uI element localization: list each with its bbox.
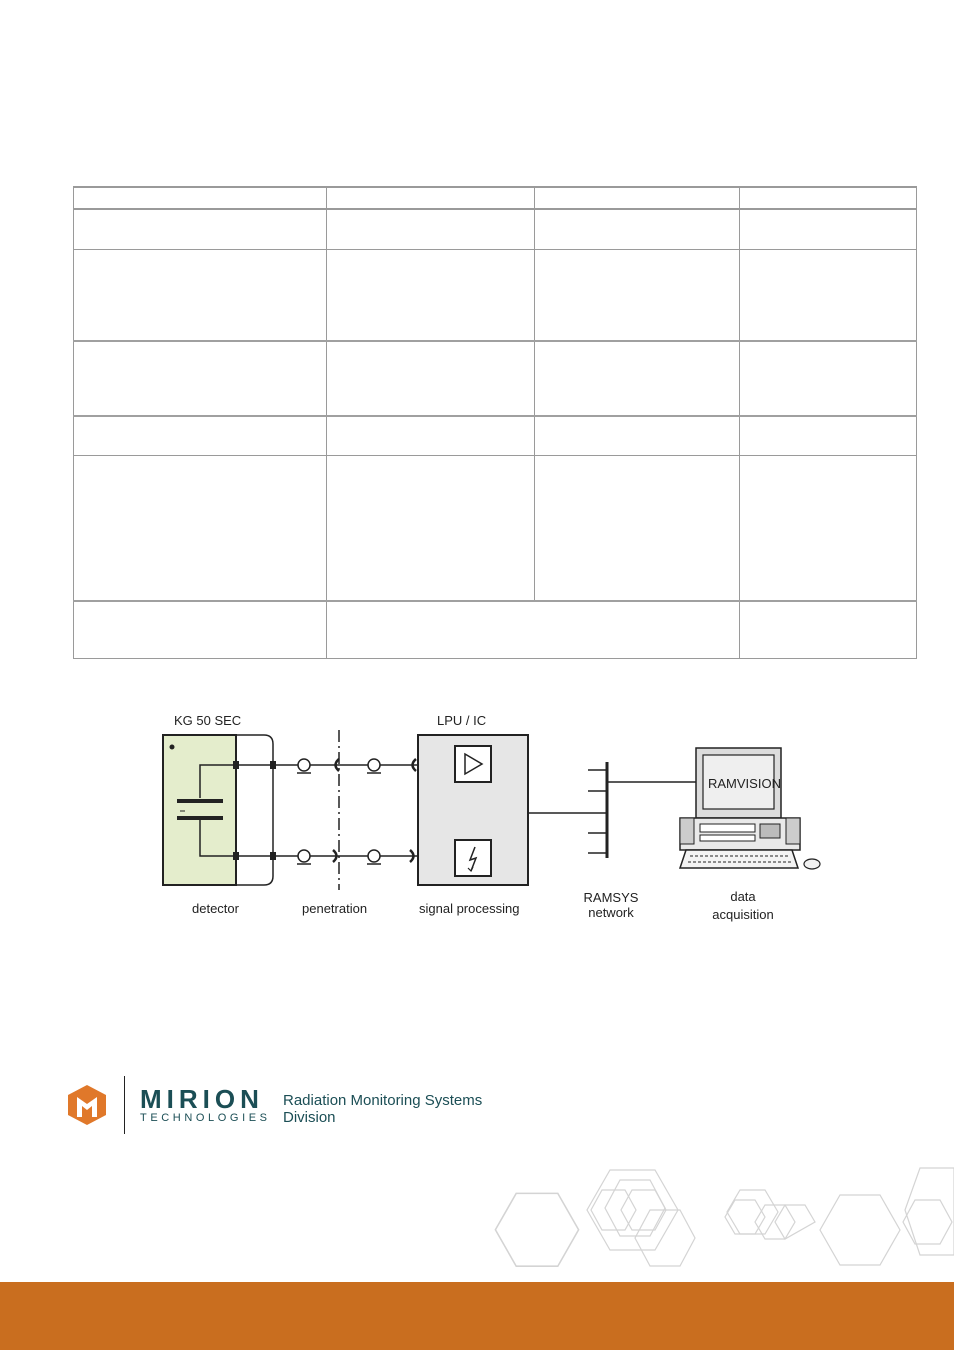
label-network-line1: RAMSYS: [583, 890, 639, 905]
table-row: [74, 341, 917, 416]
label-network-line2: network: [588, 905, 634, 920]
table-row: [74, 209, 917, 249]
division-name: [283, 1092, 482, 1126]
footer-bar: [0, 1282, 954, 1350]
monitor-label: RAMVISION: [708, 776, 781, 791]
table-row: [74, 601, 917, 658]
signal-cables: [239, 759, 418, 864]
processor-title: LPU / IC: [437, 713, 487, 728]
division-line1: Radiation Monitoring Systems: [283, 1092, 483, 1109]
brand-name: MIRION: [140, 1084, 264, 1114]
table-row: [74, 187, 917, 209]
detector-block: [163, 735, 276, 885]
mirion-hex-icon: [66, 1084, 108, 1126]
label-detector: detector: [192, 901, 239, 916]
computer-icon: [680, 748, 820, 869]
brand-logo: [66, 1076, 526, 1136]
table-row: [74, 416, 917, 455]
label-signal-processing: signal processing: [419, 901, 520, 916]
processor-block: [418, 735, 528, 885]
spec-table: [73, 186, 917, 659]
system-diagram: [0, 690, 954, 930]
table-row: [74, 455, 917, 601]
brand-sub: TECHNOLOGIES: [140, 1112, 271, 1124]
table-row: [74, 249, 917, 341]
division-line2: Division: [283, 1109, 336, 1126]
label-data-line2: acquisition: [712, 907, 774, 922]
hex-pattern-decoration: [480, 1160, 954, 1282]
network-bus: [528, 762, 696, 858]
logo-divider: [124, 1076, 125, 1134]
device-title: KG 50 SEC: [174, 713, 242, 728]
label-data-line1: data: [730, 889, 756, 904]
label-penetration: penetration: [302, 901, 368, 916]
